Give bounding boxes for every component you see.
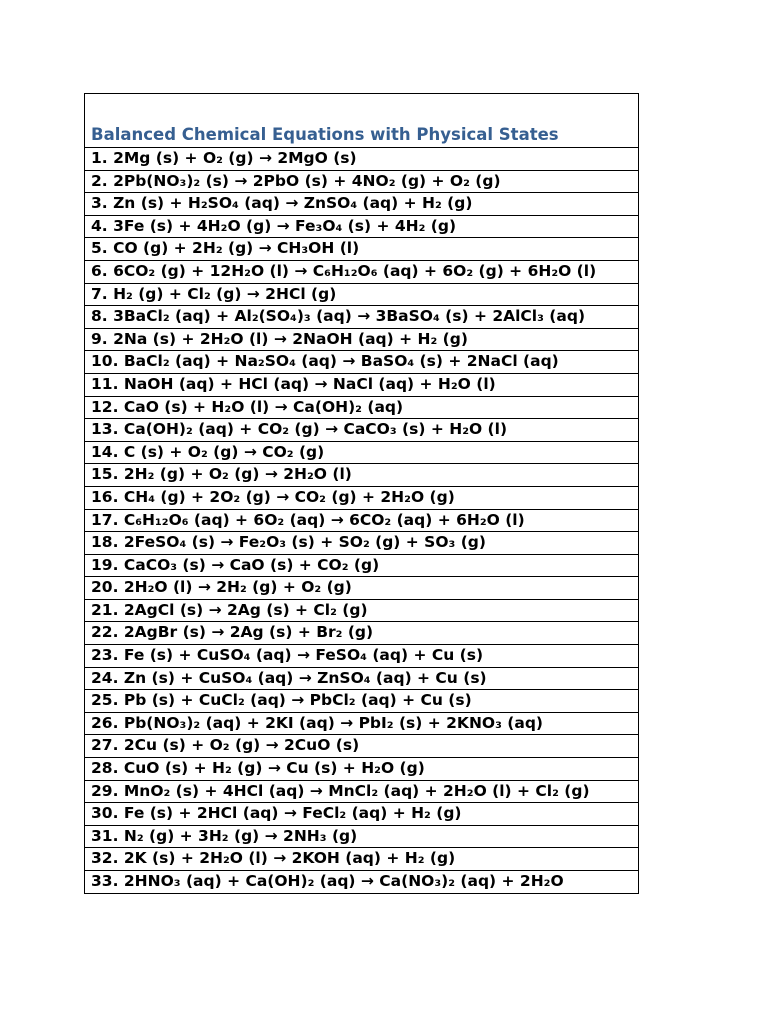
equation-row	[85, 848, 639, 871]
equation-row	[85, 803, 639, 826]
equation-text: 31. N₂ (g) + 3H₂ (g) → 2NH₃ (g)	[85, 825, 639, 848]
equation-text: 7. H₂ (g) + Cl₂ (g) → 2HCl (g)	[85, 283, 639, 306]
title-row	[85, 94, 639, 148]
equation-text: 8. 3BaCl₂ (aq) + Al₂(SO₄)₃ (aq) → 3BaSO₄ (s) + 2AlCl₃ (aq)	[85, 306, 639, 329]
equation-text: 21. 2AgCl (s) → 2Ag (s) + Cl₂ (g)	[85, 599, 639, 622]
equation-text: 13. Ca(OH)₂ (aq) + CO₂ (g) → CaCO₃ (s) + H₂O (l)	[85, 419, 639, 442]
equation-text: 20. 2H₂O (l) → 2H₂ (g) + O₂ (g)	[85, 577, 639, 600]
equation-row	[85, 215, 639, 238]
equation-text: 18. 2FeSO₄ (s) → Fe₂O₃ (s) + SO₂ (g) + SO₃ (g)	[85, 532, 639, 555]
equation-text: 26. Pb(NO₃)₂ (aq) + 2KI (aq) → PbI₂ (s) + 2KNO₃ (aq)	[85, 712, 639, 735]
equation-row	[85, 283, 639, 306]
equation-row	[85, 193, 639, 216]
equation-text: 3. Zn (s) + H₂SO₄ (aq) → ZnSO₄ (aq) + H₂ (g)	[85, 193, 639, 216]
equation-text: 28. CuO (s) + H₂ (g) → Cu (s) + H₂O (g)	[85, 758, 639, 781]
equation-text: 32. 2K (s) + 2H₂O (l) → 2KOH (aq) + H₂ (g)	[85, 848, 639, 871]
equation-row	[85, 238, 639, 261]
equation-row	[85, 735, 639, 758]
equation-row	[85, 532, 639, 555]
equation-text: 1. 2Mg (s) + O₂ (g) → 2MgO (s)	[85, 148, 639, 171]
document-title: Balanced Chemical Equations with Physical States	[85, 94, 639, 148]
equation-row	[85, 419, 639, 442]
equation-row	[85, 260, 639, 283]
equation-text: 5. CO (g) + 2H₂ (g) → CH₃OH (l)	[85, 238, 639, 261]
equation-text: 30. Fe (s) + 2HCl (aq) → FeCl₂ (aq) + H₂ (g)	[85, 803, 639, 826]
equation-text: 11. NaOH (aq) + HCl (aq) → NaCl (aq) + H₂O (l)	[85, 373, 639, 396]
equation-text: 15. 2H₂ (g) + O₂ (g) → 2H₂O (l)	[85, 464, 639, 487]
equation-row	[85, 464, 639, 487]
equation-row	[85, 554, 639, 577]
equation-text: 9. 2Na (s) + 2H₂O (l) → 2NaOH (aq) + H₂ (g)	[85, 328, 639, 351]
equation-row	[85, 441, 639, 464]
equation-text: 24. Zn (s) + CuSO₄ (aq) → ZnSO₄ (aq) + Cu (s)	[85, 667, 639, 690]
equation-row	[85, 306, 639, 329]
equation-text: 14. C (s) + O₂ (g) → CO₂ (g)	[85, 441, 639, 464]
equation-row	[85, 486, 639, 509]
equation-row	[85, 328, 639, 351]
equation-row	[85, 148, 639, 171]
equation-text: 33. 2HNO₃ (aq) + Ca(OH)₂ (aq) → Ca(NO₃)₂ (aq) + 2H₂O	[85, 871, 639, 894]
equation-row	[85, 690, 639, 713]
equations-table	[84, 93, 639, 894]
equation-text: 16. CH₄ (g) + 2O₂ (g) → CO₂ (g) + 2H₂O (g)	[85, 486, 639, 509]
equation-row	[85, 351, 639, 374]
equation-text: 19. CaCO₃ (s) → CaO (s) + CO₂ (g)	[85, 554, 639, 577]
equation-text: 4. 3Fe (s) + 4H₂O (g) → Fe₃O₄ (s) + 4H₂ (g)	[85, 215, 639, 238]
equation-row	[85, 758, 639, 781]
equation-row	[85, 667, 639, 690]
equation-row	[85, 622, 639, 645]
equation-text: 17. C₆H₁₂O₆ (aq) + 6O₂ (aq) → 6CO₂ (aq) + 6H₂O (l)	[85, 509, 639, 532]
equation-text: 27. 2Cu (s) + O₂ (g) → 2CuO (s)	[85, 735, 639, 758]
equation-row	[85, 509, 639, 532]
equation-row	[85, 170, 639, 193]
equation-text: 2. 2Pb(NO₃)₂ (s) → 2PbO (s) + 4NO₂ (g) + O₂ (g)	[85, 170, 639, 193]
equation-row	[85, 577, 639, 600]
equation-row	[85, 599, 639, 622]
equation-text: 6. 6CO₂ (g) + 12H₂O (l) → C₆H₁₂O₆ (aq) + 6O₂ (g) + 6H₂O (l)	[85, 260, 639, 283]
equation-text: 12. CaO (s) + H₂O (l) → Ca(OH)₂ (aq)	[85, 396, 639, 419]
equation-text: 23. Fe (s) + CuSO₄ (aq) → FeSO₄ (aq) + Cu (s)	[85, 645, 639, 668]
equation-row	[85, 373, 639, 396]
equation-row	[85, 645, 639, 668]
equation-row	[85, 780, 639, 803]
equation-text: 10. BaCl₂ (aq) + Na₂SO₄ (aq) → BaSO₄ (s) + 2NaCl (aq)	[85, 351, 639, 374]
equation-row	[85, 871, 639, 894]
equation-text: 25. Pb (s) + CuCl₂ (aq) → PbCl₂ (aq) + Cu (s)	[85, 690, 639, 713]
equation-text: 22. 2AgBr (s) → 2Ag (s) + Br₂ (g)	[85, 622, 639, 645]
equation-text: 29. MnO₂ (s) + 4HCl (aq) → MnCl₂ (aq) + 2H₂O (l) + Cl₂ (g)	[85, 780, 639, 803]
equation-row	[85, 825, 639, 848]
equation-row	[85, 712, 639, 735]
equation-row	[85, 396, 639, 419]
